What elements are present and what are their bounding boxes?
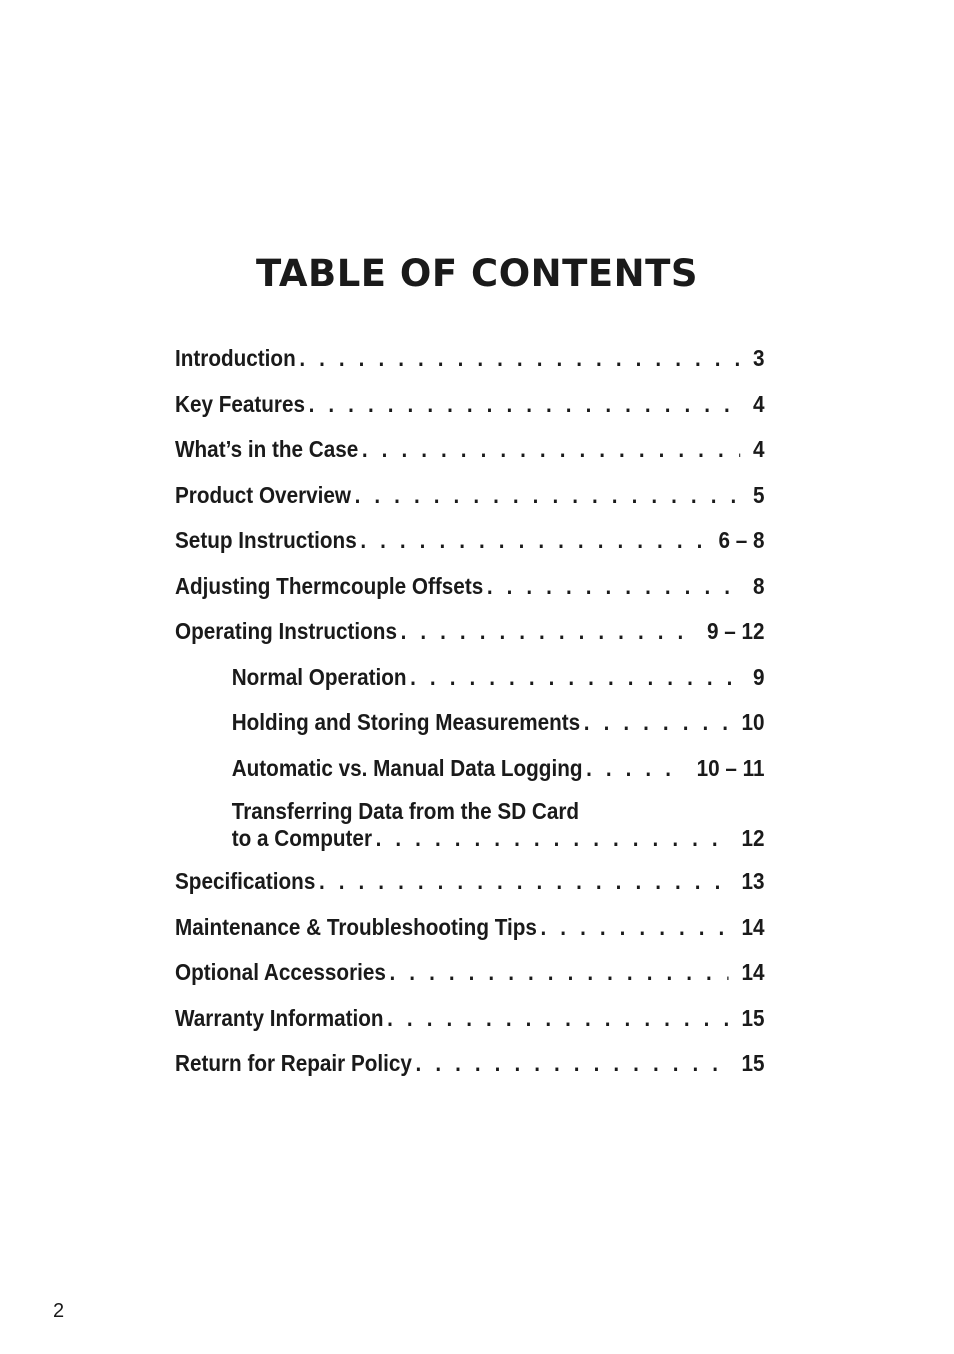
toc-entry-label: Adjusting Thermcouple Offsets [175,572,484,599]
toc-entry-page: 6 – 8 [718,527,765,554]
toc-entry-page: 10 [741,709,765,736]
toc-subentry-transferring-data[interactable] [175,791,765,859]
table-of-contents [175,336,765,1087]
toc-entry-label: What’s in the Case [175,436,359,463]
dot-leader [362,436,741,463]
dot-leader [387,1005,729,1032]
toc-subentry-holding-storing[interactable] [175,700,765,746]
toc-entry-label: Return for Repair Policy [175,1050,412,1077]
toc-subentry-normal-operation[interactable] [175,655,765,701]
toc-entry-label-line1: Transferring Data from the SD Card [231,798,580,824]
toc-entry-label: Holding and Storing Measurements [231,709,581,736]
toc-entry-whats-in-the-case[interactable] [175,427,765,473]
toc-entry-page: 15 [741,1004,765,1031]
dot-leader [416,1050,729,1077]
toc-entry-page: 5 [752,481,765,508]
toc-entry-introduction[interactable] [175,336,765,382]
dot-leader [319,868,729,895]
toc-entry-label-line2: to a Computer [231,825,373,851]
dot-leader [360,527,706,554]
toc-entry-page: 4 [752,436,765,463]
toc-entry-page: 3 [752,345,765,372]
dot-leader [390,959,729,986]
dot-leader [355,482,741,509]
toc-entry-page: 13 [741,868,765,895]
toc-entry-page: 9 [752,663,765,690]
toc-entry-optional-accessories[interactable] [175,950,765,996]
toc-entry-setup-instructions[interactable] [175,518,765,564]
dot-leader [401,618,695,645]
toc-entry-specifications[interactable] [175,859,765,905]
dot-leader [487,573,741,600]
page-title: TABLE OF CONTENTS [256,252,698,295]
dot-leader [584,709,729,736]
toc-entry-label: Normal Operation [231,663,407,690]
toc-entry-return-policy[interactable] [175,1041,765,1087]
toc-entry-page: 14 [741,959,765,986]
toc-entry-label: Optional Accessories [175,959,386,986]
toc-entry-maintenance[interactable] [175,905,765,951]
toc-entry-label: Warranty Information [175,1004,384,1031]
page-number: 2 [53,1300,65,1322]
dot-leader [586,755,684,782]
toc-entry-label: Operating Instructions [175,618,397,645]
toc-entry-page: 15 [741,1050,765,1077]
dot-leader [309,391,741,418]
toc-entry-adjusting-offsets[interactable] [175,564,765,610]
toc-entry-operating-instructions[interactable] [175,609,765,655]
toc-entry-label: Setup Instructions [175,527,357,554]
toc-entry-product-overview[interactable] [175,473,765,519]
toc-entry-warranty[interactable] [175,996,765,1042]
toc-entry-label: Introduction [175,345,296,372]
toc-entry-label: Key Features [175,390,306,417]
dot-leader [540,914,728,941]
toc-entry-page: 14 [741,913,765,940]
toc-entry-page: 12 [741,825,765,851]
toc-entry-label: Specifications [175,868,316,895]
dot-leader [376,825,729,852]
dot-leader [410,664,740,691]
toc-entry-label: Product Overview [175,481,352,508]
toc-entry-key-features[interactable] [175,382,765,428]
toc-entry-page: 10 – 11 [696,754,765,781]
toc-subentry-data-logging[interactable] [175,746,765,792]
dot-leader [299,345,740,372]
toc-entry-page: 4 [752,390,765,417]
toc-entry-label: Automatic vs. Manual Data Logging [231,754,583,781]
toc-entry-page: 8 [752,572,765,599]
toc-entry-page: 9 – 12 [706,618,765,645]
toc-entry-label: Maintenance & Troubleshooting Tips [175,913,537,940]
